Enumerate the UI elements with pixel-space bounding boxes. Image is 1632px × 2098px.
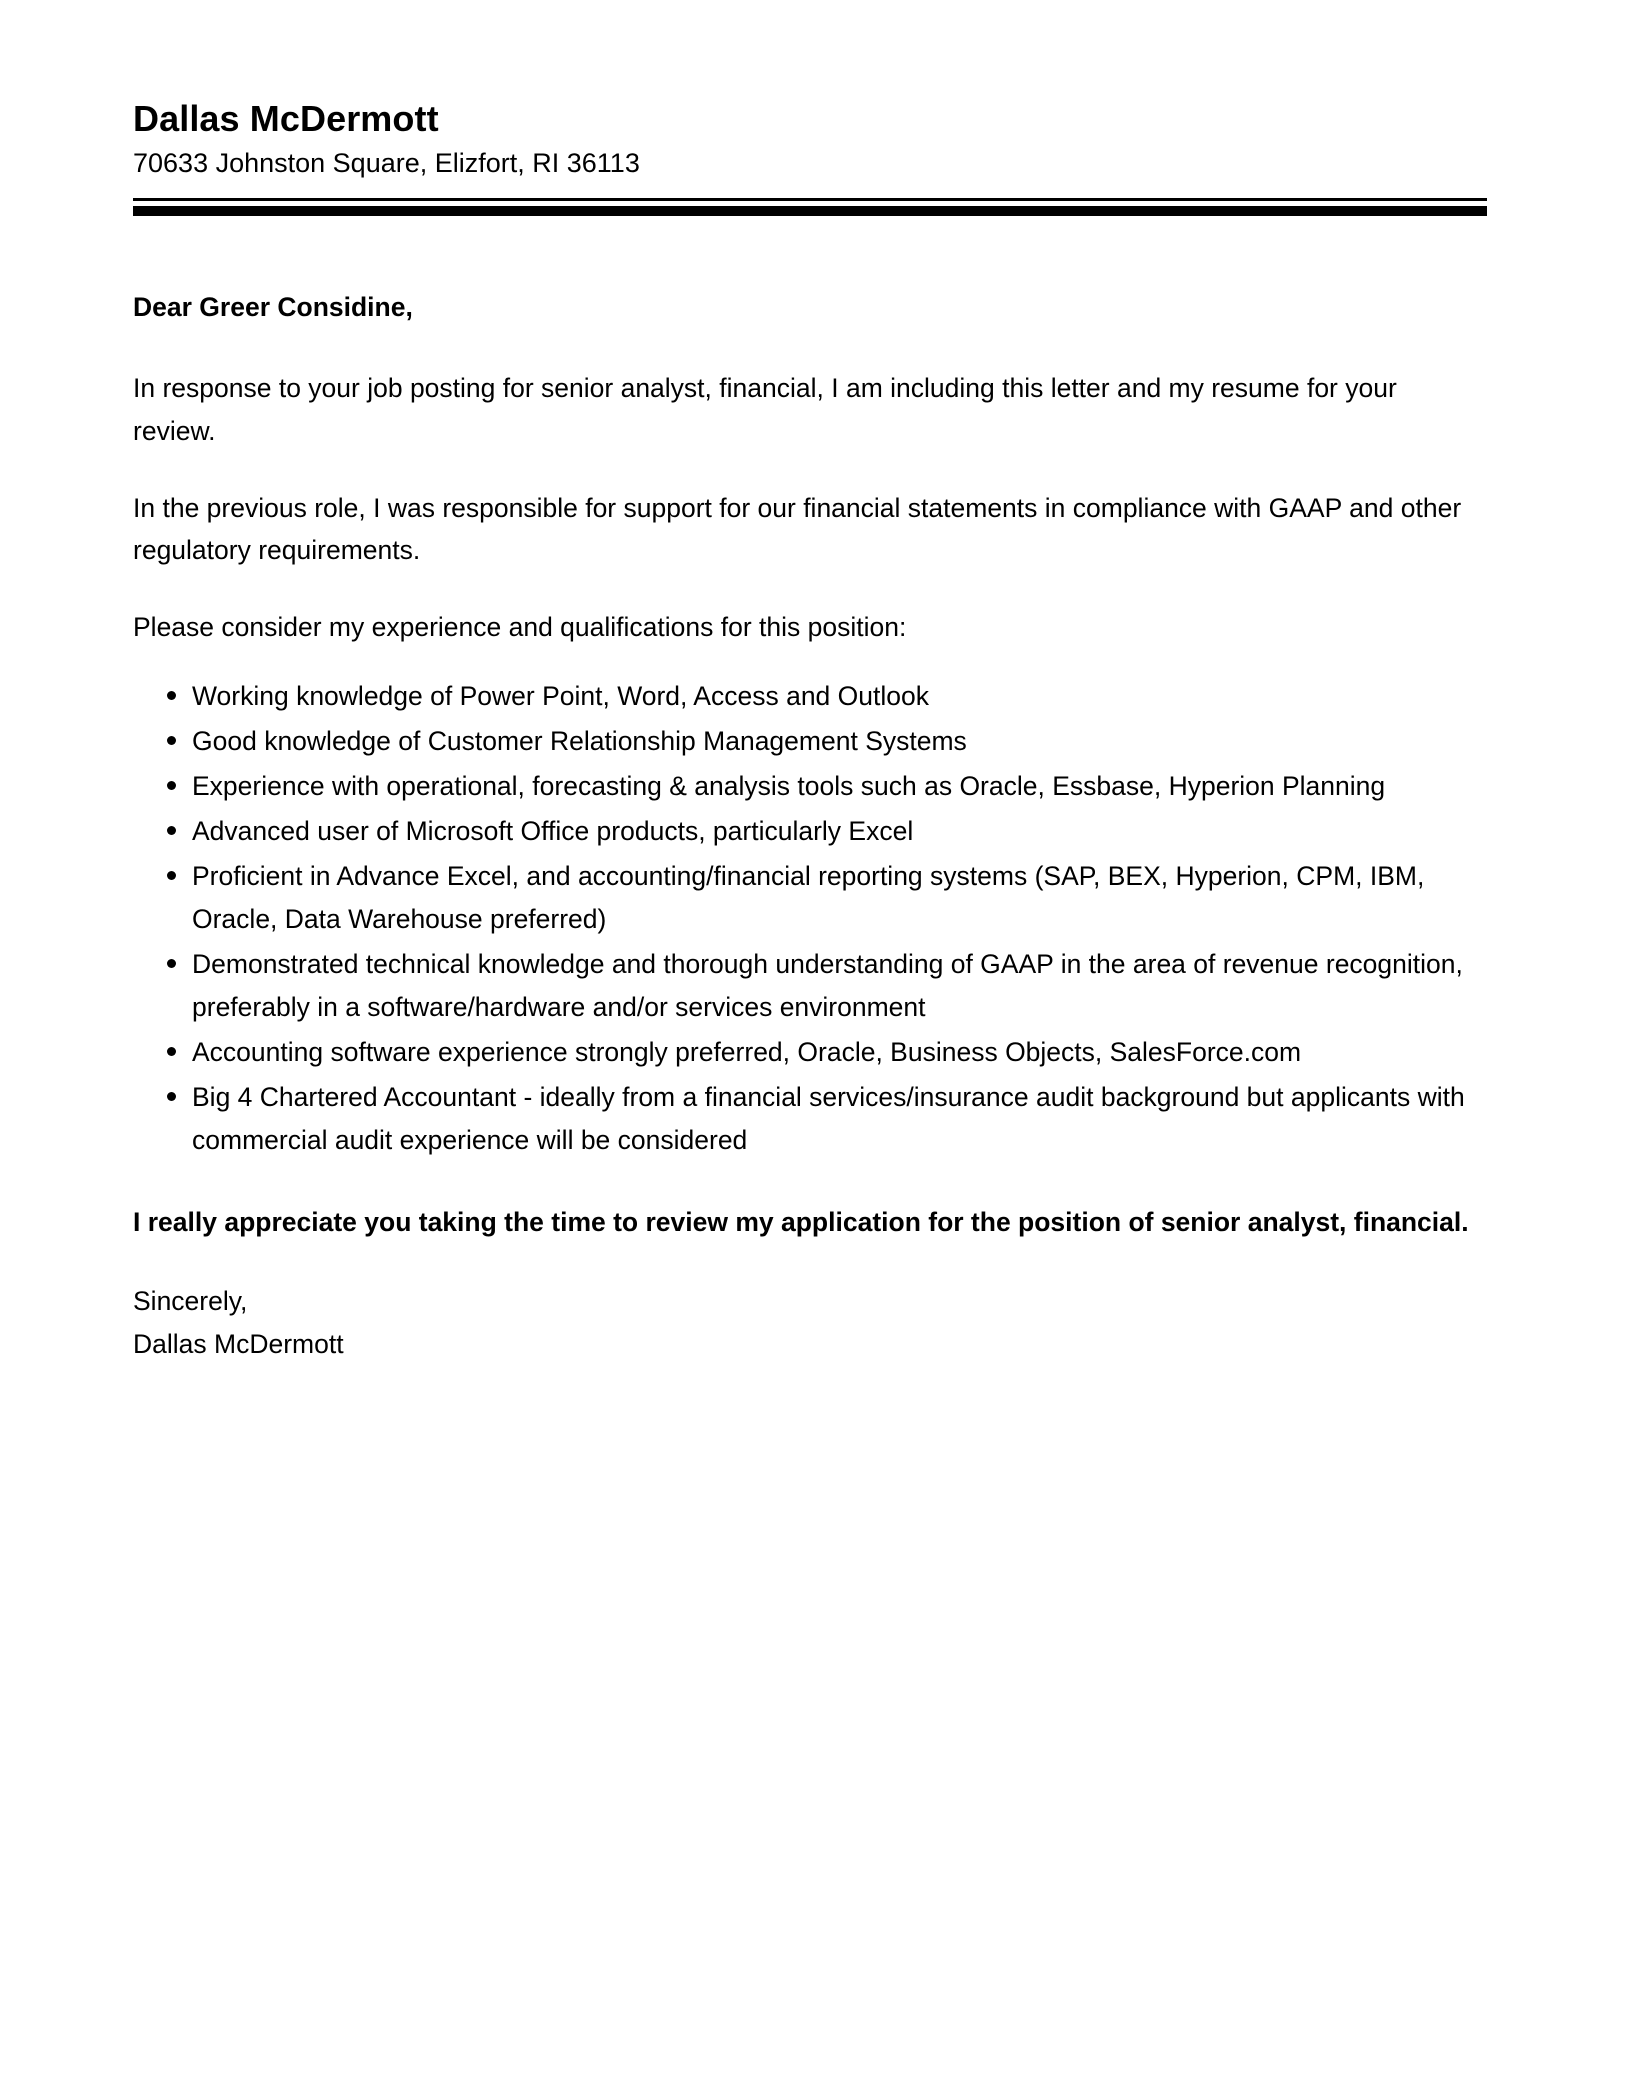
header-divider [133, 198, 1487, 216]
list-item-label: Working knowledge of Power Point, Word, Access and Outlook [192, 681, 929, 712]
bullet-dot-icon [167, 781, 176, 790]
sender-address: 70633 Johnston Square, Elizfort, RI 36113 [133, 148, 640, 178]
list-item-label: Big 4 Chartered Accountant - ideally from a financial services/insurance audit background but applicants with commercial audit experience will be considered [192, 1081, 1465, 1155]
list-item [133, 675, 1487, 718]
salutation: Dear Greer Considine, [133, 291, 413, 322]
sign-off: Sincerely, [133, 1286, 248, 1317]
qualifications-lead-in: Please consider my experience and qualifications for this position: [133, 612, 907, 643]
list-item [133, 720, 1487, 763]
list-item [133, 943, 1487, 1029]
list-item [133, 1031, 1487, 1074]
bullet-dot-icon [167, 826, 176, 835]
bullet-dot-icon [167, 691, 176, 700]
divider-thick-rule [133, 206, 1487, 216]
closing-statement: I really appreciate you taking the time to review my application for the position of senior analyst, financial. [133, 1207, 1469, 1238]
page-title: Dallas McDermott [133, 98, 439, 139]
letter-body [133, 286, 1487, 1366]
letterhead [133, 0, 1487, 181]
list-item [133, 765, 1487, 808]
bullet-dot-icon [167, 959, 176, 968]
bullet-dot-icon [167, 736, 176, 745]
list-item-label: Advanced user of Microsoft Office products, particularly Excel [192, 816, 914, 847]
list-item-label: Experience with operational, forecasting & analysis tools such as Oracle, Essbase, Hyperion Planning [192, 771, 1386, 802]
bullet-dot-icon [167, 1092, 176, 1101]
letter-content-area [133, 0, 1487, 1366]
bullet-dot-icon [167, 871, 176, 880]
body-paragraph-2: In the previous role, I was responsible for support for our financial statements in compliance with GAAP and other regulatory requirements. [133, 492, 1462, 566]
bullet-dot-icon [167, 1047, 176, 1056]
signature-name: Dallas McDermott [133, 1329, 344, 1360]
qualifications-list [133, 675, 1487, 1161]
list-item [133, 1076, 1487, 1162]
list-item-label: Accounting software experience strongly preferred, Oracle, Business Objects, SalesForce.com [192, 1036, 1302, 1067]
list-item [133, 810, 1487, 853]
list-item-label: Good knowledge of Customer Relationship Management Systems [192, 726, 967, 757]
list-item [133, 855, 1487, 941]
body-paragraph-1: In response to your job posting for senior analyst, financial, I am including this letter and my resume for your review. [133, 372, 1397, 446]
list-item-label: Demonstrated technical knowledge and thorough understanding of GAAP in the area of revenue recognition, preferably in a software/hardware and/or services environment [192, 948, 1463, 1022]
signature-block [133, 1280, 1487, 1366]
list-item-label: Proficient in Advance Excel, and accounting/financial reporting systems (SAP, BEX, Hyperion, CPM, IBM, Oracle, Data Warehouse preferred) [192, 860, 1425, 934]
